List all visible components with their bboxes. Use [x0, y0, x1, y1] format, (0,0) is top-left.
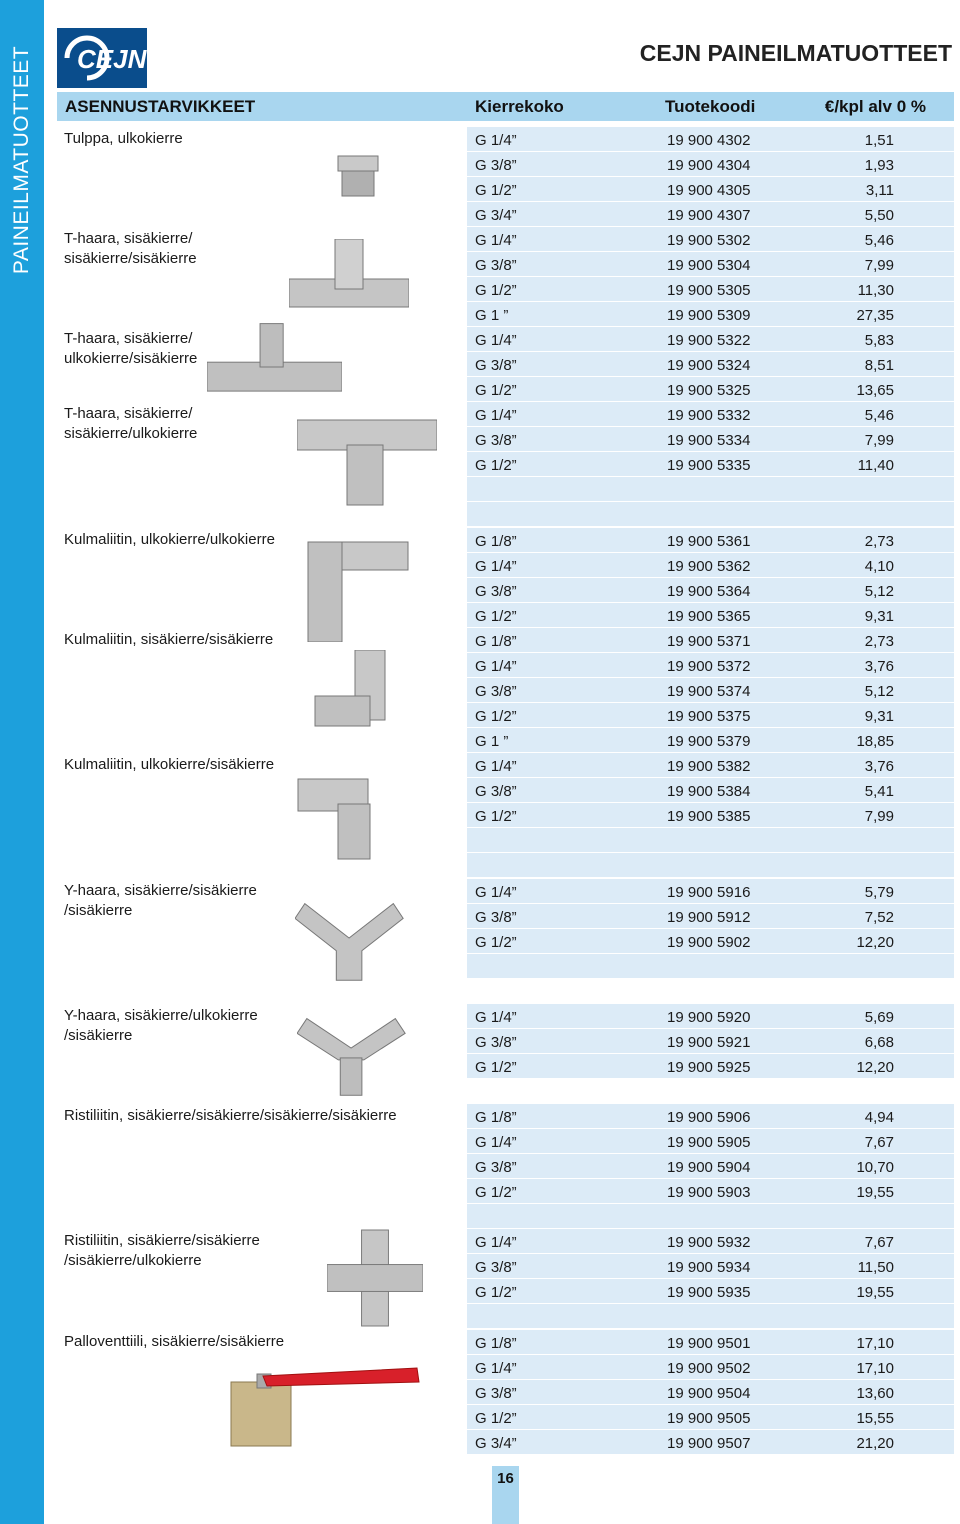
table-row — [467, 327, 954, 352]
price-cell: 9,31 — [864, 708, 894, 725]
thread-size-cell: G 1/2” — [475, 1284, 517, 1301]
table-row — [467, 678, 954, 703]
product-code-cell: 19 900 5384 — [667, 783, 751, 800]
column-header-price: €/kpl alv 0 % — [824, 97, 926, 116]
table-row — [467, 452, 954, 477]
thread-size-cell: G 1/2” — [475, 182, 517, 199]
table-row — [467, 1380, 954, 1405]
cross-fitting-image — [327, 1229, 423, 1327]
product-code-cell: 19 900 9502 — [667, 1360, 751, 1377]
product-code-cell: 19 900 5325 — [667, 382, 751, 399]
tee-fitting-image — [297, 410, 437, 510]
price-cell: 5,83 — [864, 332, 894, 349]
table-row — [467, 427, 954, 452]
table-row — [467, 1029, 954, 1054]
table-row — [467, 1279, 954, 1304]
table-row — [467, 1104, 954, 1129]
product-table — [467, 1004, 954, 1079]
price-cell: 17,10 — [856, 1335, 894, 1352]
thread-size-cell: G 1/2” — [475, 708, 517, 725]
price-cell: 5,46 — [864, 232, 894, 249]
product-code-cell: 19 900 5904 — [667, 1159, 751, 1176]
thread-size-cell: G 1/4” — [475, 1009, 517, 1026]
product-code-cell: 19 900 5371 — [667, 633, 751, 650]
table-row — [467, 578, 954, 603]
product-code-cell: 19 900 5375 — [667, 708, 751, 725]
thread-size-cell: G 3/8” — [475, 583, 517, 600]
price-cell: 5,69 — [864, 1009, 894, 1026]
product-table — [467, 1330, 954, 1455]
price-cell: 6,68 — [864, 1034, 894, 1051]
table-row — [467, 828, 954, 853]
table-row — [467, 929, 954, 954]
product-code-cell: 19 900 5916 — [667, 884, 751, 901]
product-code-cell: 19 900 4305 — [667, 182, 751, 199]
product-description: Tulppa, ulkokierre — [64, 130, 183, 147]
product-description: T-haara, sisäkierre/ ulkokierre/sisäkierre — [64, 330, 198, 367]
price-cell: 7,99 — [864, 808, 894, 825]
product-description: Y-haara, sisäkierre/ulkokierre /sisäkierre — [64, 1007, 258, 1044]
product-code-cell: 19 900 5905 — [667, 1134, 751, 1151]
product-code-cell: 19 900 4302 — [667, 132, 751, 149]
product-code-cell: 19 900 5365 — [667, 608, 751, 625]
product-code-cell: 19 900 9504 — [667, 1385, 751, 1402]
price-cell: 5,50 — [864, 207, 894, 224]
table-row — [467, 553, 954, 578]
table-row — [467, 127, 954, 152]
price-cell: 13,65 — [856, 382, 894, 399]
table-row — [467, 1405, 954, 1430]
product-code-cell: 19 900 5335 — [667, 457, 751, 474]
price-cell: 7,67 — [864, 1134, 894, 1151]
table-row — [467, 728, 954, 753]
price-cell: 7,67 — [864, 1234, 894, 1251]
table-row — [467, 377, 954, 402]
table-row — [467, 227, 954, 252]
price-cell: 5,41 — [864, 783, 894, 800]
product-code-cell: 19 900 5921 — [667, 1034, 751, 1051]
table-row — [467, 202, 954, 227]
table-row — [467, 879, 954, 904]
tee-fitting-image — [289, 239, 409, 329]
product-code-cell: 19 900 5302 — [667, 232, 751, 249]
table-row — [467, 402, 954, 427]
logo-text: CEJN — [77, 44, 147, 74]
section-title: ASENNUSTARVIKKEET — [65, 97, 256, 116]
table-row — [467, 1154, 954, 1179]
price-cell: 12,20 — [856, 934, 894, 951]
table-row — [467, 1204, 954, 1229]
product-code-cell: 19 900 4304 — [667, 157, 751, 174]
product-code-cell: 19 900 5385 — [667, 808, 751, 825]
price-cell: 15,55 — [856, 1410, 894, 1427]
table-row — [467, 502, 954, 527]
thread-size-cell: G 3/8” — [475, 1034, 517, 1051]
price-cell: 3,11 — [865, 182, 894, 199]
table-row — [467, 277, 954, 302]
table-row — [467, 1254, 954, 1279]
product-code-cell: 19 900 5934 — [667, 1259, 751, 1276]
product-code-cell: 19 900 5334 — [667, 432, 751, 449]
table-row — [467, 703, 954, 728]
price-cell: 2,73 — [864, 633, 894, 650]
table-row — [467, 1430, 954, 1455]
side-tab — [0, 0, 44, 1524]
thread-size-cell: G 1/2” — [475, 1410, 517, 1427]
product-description: Ristiliitin, sisäkierre/sisäkierre /sisäkierre/ulkokierre — [64, 1232, 260, 1269]
product-table — [467, 879, 954, 979]
thread-size-cell: G 3/4” — [475, 207, 517, 224]
y-fitting-image — [295, 893, 413, 983]
thread-size-cell: G 1/2” — [475, 282, 517, 299]
price-cell: 9,31 — [864, 608, 894, 625]
price-cell: 19,55 — [856, 1284, 894, 1301]
price-cell: 5,12 — [864, 683, 894, 700]
thread-size-cell: G 3/8” — [475, 1259, 517, 1276]
thread-size-cell: G 1/8” — [475, 1109, 517, 1126]
product-table — [467, 1104, 954, 1229]
thread-size-cell: G 1/4” — [475, 1134, 517, 1151]
table-row — [467, 177, 954, 202]
product-description: T-haara, sisäkierre/ sisäkierre/ulkokierre — [64, 405, 198, 442]
column-header-thread-size: Kierrekoko — [475, 97, 564, 116]
price-cell: 11,50 — [857, 1259, 894, 1276]
product-code-cell: 19 900 5906 — [667, 1109, 751, 1126]
side-tab-label: PAINEILMATUOTTEET — [10, 45, 33, 275]
thread-size-cell: G 1/4” — [475, 332, 517, 349]
document-title: CEJN PAINEILMATUOTTEET — [639, 40, 952, 66]
product-description: Kulmaliitin, sisäkierre/sisäkierre — [64, 631, 274, 648]
thread-size-cell: G 3/8” — [475, 683, 517, 700]
table-row — [467, 603, 954, 628]
table-row — [467, 352, 954, 377]
thread-size-cell: G 3/8” — [475, 157, 517, 174]
product-code-cell: 19 900 5364 — [667, 583, 751, 600]
thread-size-cell: G 3/8” — [475, 357, 517, 374]
product-code-cell: 19 900 5361 — [667, 533, 751, 550]
price-cell: 3,76 — [864, 758, 894, 775]
thread-size-cell: G 1/4” — [475, 758, 517, 775]
thread-size-cell: G 1/4” — [475, 1234, 517, 1251]
price-cell: 8,51 — [864, 357, 894, 374]
thread-size-cell: G 1 ” — [475, 307, 509, 324]
table-row — [467, 853, 954, 878]
thread-size-cell: G 1/2” — [475, 457, 517, 474]
product-code-cell: 19 900 9507 — [667, 1435, 751, 1452]
thread-size-cell: G 1/4” — [475, 558, 517, 575]
product-code-cell: 19 900 5912 — [667, 909, 751, 926]
table-row — [467, 1355, 954, 1380]
price-cell: 17,10 — [856, 1360, 894, 1377]
thread-size-cell: G 1/4” — [475, 884, 517, 901]
product-code-cell: 19 900 9505 — [667, 1410, 751, 1427]
product-description: Kulmaliitin, ulkokierre/sisäkierre — [64, 756, 275, 773]
price-cell: 12,20 — [856, 1059, 894, 1076]
price-cell: 11,30 — [857, 282, 894, 299]
price-cell: 18,85 — [856, 733, 894, 750]
table-row — [467, 302, 954, 327]
thread-size-cell: G 3/8” — [475, 1159, 517, 1176]
page-number: 16 — [497, 1470, 514, 1487]
thread-size-cell: G 1/8” — [475, 1335, 517, 1352]
thread-size-cell: G 1 ” — [475, 733, 509, 750]
thread-size-cell: G 1/4” — [475, 658, 517, 675]
product-description: Y-haara, sisäkierre/sisäkierre /sisäkierre — [64, 882, 257, 919]
thread-size-cell: G 1/4” — [475, 1360, 517, 1377]
product-code-cell: 19 900 5382 — [667, 758, 751, 775]
table-row — [467, 1004, 954, 1029]
product-code-cell: 19 900 5935 — [667, 1284, 751, 1301]
table-row — [467, 1054, 954, 1079]
product-code-cell: 19 900 5322 — [667, 332, 751, 349]
thread-size-cell: G 1/4” — [475, 132, 517, 149]
thread-size-cell: G 1/2” — [475, 608, 517, 625]
product-code-cell: 19 900 5362 — [667, 558, 751, 575]
product-table — [467, 1229, 954, 1329]
table-row — [467, 1129, 954, 1154]
price-cell: 2,73 — [864, 533, 894, 550]
price-cell: 1,93 — [864, 157, 894, 174]
table-row — [467, 1330, 954, 1355]
price-cell: 21,20 — [856, 1435, 894, 1452]
thread-size-cell: G 1/4” — [475, 232, 517, 249]
price-cell: 13,60 — [856, 1385, 894, 1402]
product-table — [467, 528, 954, 878]
table-row — [467, 477, 954, 502]
thread-size-cell: G 3/8” — [475, 257, 517, 274]
price-cell: 5,79 — [864, 884, 894, 901]
price-cell: 27,35 — [856, 307, 894, 324]
price-cell: 11,40 — [857, 457, 894, 474]
tee-fitting-image — [207, 323, 342, 411]
y-fitting-image — [297, 1008, 415, 1098]
price-cell: 19,55 — [856, 1184, 894, 1201]
table-row — [467, 1229, 954, 1254]
product-table — [467, 127, 954, 527]
elbow-fitting-image — [297, 532, 409, 642]
thread-size-cell: G 1/2” — [475, 1184, 517, 1201]
thread-size-cell: G 1/2” — [475, 382, 517, 399]
thread-size-cell: G 3/8” — [475, 1385, 517, 1402]
table-row — [467, 1179, 954, 1204]
plug-image — [327, 151, 389, 201]
price-cell: 10,70 — [856, 1159, 894, 1176]
product-code-cell: 19 900 5902 — [667, 934, 751, 951]
price-cell: 1,51 — [864, 132, 894, 149]
table-row — [467, 778, 954, 803]
price-cell: 7,52 — [864, 909, 894, 926]
table-row — [467, 1304, 954, 1329]
thread-size-cell: G 1/2” — [475, 1059, 517, 1076]
price-cell: 3,76 — [864, 658, 894, 675]
cejn-logo — [57, 28, 147, 88]
thread-size-cell: G 3/4” — [475, 1435, 517, 1452]
elbow-fitting-image — [297, 774, 389, 864]
product-code-cell: 19 900 5379 — [667, 733, 751, 750]
product-code-cell: 19 900 5903 — [667, 1184, 751, 1201]
price-cell: 4,94 — [864, 1109, 894, 1126]
table-row — [467, 803, 954, 828]
thread-size-cell: G 1/2” — [475, 934, 517, 951]
product-description: T-haara, sisäkierre/ sisäkierre/sisäkierre — [64, 230, 197, 267]
thread-size-cell: G 3/8” — [475, 432, 517, 449]
product-code-cell: 19 900 5374 — [667, 683, 751, 700]
price-cell: 5,12 — [864, 583, 894, 600]
table-row — [467, 954, 954, 979]
table-header — [57, 92, 954, 121]
product-code-cell: 19 900 9501 — [667, 1335, 751, 1352]
table-row — [467, 753, 954, 778]
product-description: Ristiliitin, sisäkierre/sisäkierre/sisäkierre/sisäkierre — [64, 1107, 397, 1124]
product-code-cell: 19 900 4307 — [667, 207, 751, 224]
price-cell: 7,99 — [864, 257, 894, 274]
thread-size-cell: G 1/2” — [475, 808, 517, 825]
thread-size-cell: G 1/4” — [475, 407, 517, 424]
product-code-cell: 19 900 5332 — [667, 407, 751, 424]
thread-size-cell: G 1/8” — [475, 633, 517, 650]
product-code-cell: 19 900 5305 — [667, 282, 751, 299]
product-code-cell: 19 900 5932 — [667, 1234, 751, 1251]
thread-size-cell: G 3/8” — [475, 909, 517, 926]
product-code-cell: 19 900 5304 — [667, 257, 751, 274]
product-description: Palloventtiili, sisäkierre/sisäkierre — [64, 1333, 285, 1350]
product-code-cell: 19 900 5372 — [667, 658, 751, 675]
table-row — [467, 628, 954, 653]
column-header-product-code: Tuotekoodi — [665, 97, 756, 116]
price-cell: 5,46 — [864, 407, 894, 424]
product-description: Kulmaliitin, ulkokierre/ulkokierre — [64, 531, 275, 548]
page-number-tab — [492, 1466, 519, 1524]
ball-valve-image — [227, 1352, 427, 1452]
product-code-cell: 19 900 5324 — [667, 357, 751, 374]
thread-size-cell: G 3/8” — [475, 783, 517, 800]
table-row — [467, 653, 954, 678]
product-code-cell: 19 900 5309 — [667, 307, 751, 324]
price-cell: 7,99 — [864, 432, 894, 449]
table-row — [467, 904, 954, 929]
price-cell: 4,10 — [864, 558, 894, 575]
elbow-fitting-image — [313, 650, 397, 750]
product-code-cell: 19 900 5920 — [667, 1009, 751, 1026]
product-code-cell: 19 900 5925 — [667, 1059, 751, 1076]
table-row — [467, 252, 954, 277]
thread-size-cell: G 1/8” — [475, 533, 517, 550]
table-row — [467, 528, 954, 553]
table-row — [467, 152, 954, 177]
